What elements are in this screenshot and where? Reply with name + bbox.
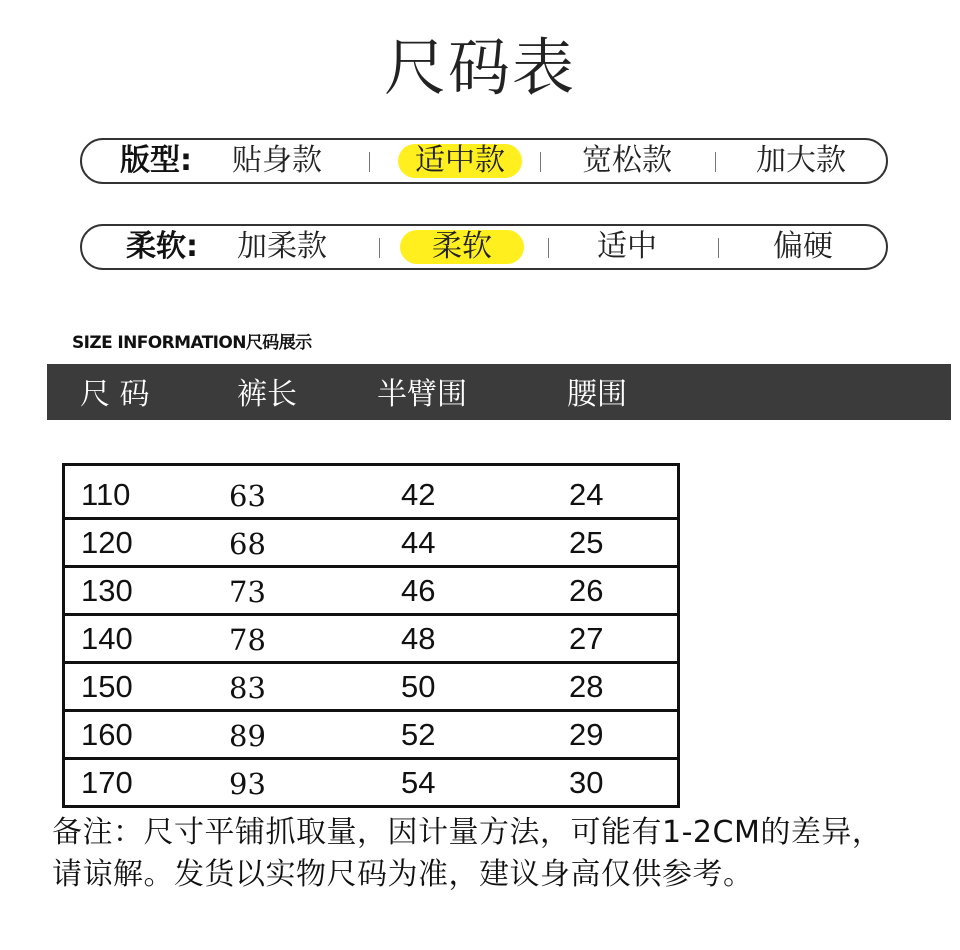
table-row [65, 661, 677, 709]
size-table [62, 463, 680, 808]
table-row [65, 709, 677, 757]
cell-pants-length: 63 [229, 479, 266, 513]
fit-option-loose: 宽松款 [582, 143, 672, 178]
cell-pants-length: 83 [229, 671, 266, 705]
softness-row [80, 224, 888, 270]
footnote [52, 812, 952, 896]
cell-pants-length: 68 [229, 527, 266, 561]
cell-pants-length: 89 [229, 719, 266, 753]
fit-option-fitted: 贴身款 [232, 143, 322, 178]
separator [548, 238, 549, 258]
cell-waist: 24 [569, 477, 604, 512]
cell-waist: 25 [569, 525, 604, 560]
cell-size: 120 [81, 525, 133, 560]
cell-size: 150 [81, 669, 133, 704]
table-header [47, 364, 951, 420]
fit-option-regular: 适中款 [398, 144, 522, 178]
softness-label: 柔软: [126, 229, 198, 264]
separator [379, 238, 380, 258]
soft-option-stiff: 偏硬 [773, 229, 833, 264]
cell-pants-length: 73 [229, 575, 266, 609]
cell-half-arm: 42 [401, 477, 436, 512]
cell-half-arm: 52 [401, 717, 436, 752]
cell-half-arm: 44 [401, 525, 436, 560]
cell-half-arm: 48 [401, 621, 436, 656]
cell-size: 160 [81, 717, 133, 752]
fit-type-label: 版型: [120, 143, 192, 178]
table-row [65, 517, 677, 565]
fit-type-row [80, 138, 888, 184]
soft-option-soft: 柔软 [400, 230, 524, 264]
header-half-arm: 半臂围 [377, 377, 467, 412]
section-label: SIZE INFORMATION尺码展示 [72, 333, 312, 353]
cell-waist: 26 [569, 573, 604, 608]
cell-size: 140 [81, 621, 133, 656]
cell-half-arm: 50 [401, 669, 436, 704]
table-row [65, 565, 677, 613]
header-waist: 腰围 [567, 377, 627, 412]
fit-option-plus: 加大款 [756, 143, 846, 178]
cell-pants-length: 78 [229, 623, 266, 657]
separator [540, 152, 541, 172]
cell-half-arm: 46 [401, 573, 436, 608]
page-title: 尺码表 [383, 31, 576, 104]
soft-option-extra-soft: 加柔款 [237, 229, 327, 264]
cell-size: 130 [81, 573, 133, 608]
cell-waist: 29 [569, 717, 604, 752]
separator [369, 152, 370, 172]
separator [718, 238, 719, 258]
cell-pants-length: 93 [229, 767, 266, 801]
cell-waist: 28 [569, 669, 604, 704]
cell-half-arm: 54 [401, 765, 436, 800]
header-pants-length: 裤长 [237, 377, 297, 412]
cell-waist: 30 [569, 765, 604, 800]
footnote-line: 请谅解。发货以实物尺码为准，建议身高仅供参考。 [52, 857, 754, 892]
cell-size: 170 [81, 765, 133, 800]
cell-waist: 27 [569, 621, 604, 656]
table-row [65, 466, 677, 517]
soft-option-medium: 适中 [597, 229, 657, 264]
header-size: 尺 码 [80, 377, 150, 412]
table-row [65, 757, 677, 805]
footnote-line: 备注：尺寸平铺抓取量，因计量方法，可能有1-2CM的差异， [52, 815, 883, 850]
cell-size: 110 [81, 477, 131, 512]
table-row [65, 613, 677, 661]
separator [715, 152, 716, 172]
